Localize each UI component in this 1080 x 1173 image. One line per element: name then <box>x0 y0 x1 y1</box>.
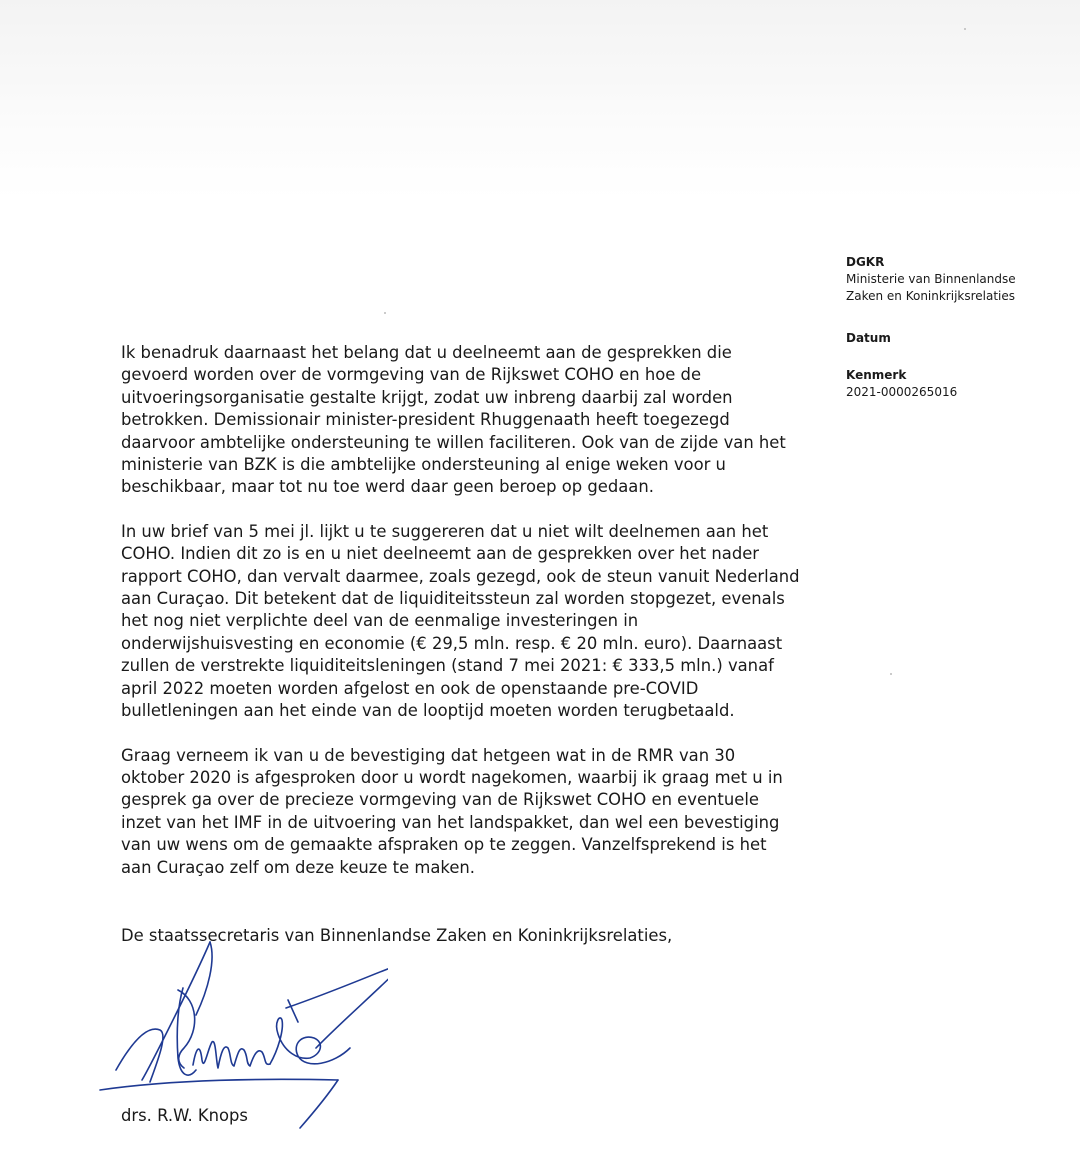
body-line: oktober 2020 is afgesproken door u wordt nagekomen, waarbij ik graag met u in <box>121 767 783 787</box>
body-line: het nog niet verplichte deel van de eenmalige investeringen in <box>121 611 639 631</box>
scan-speck <box>384 312 386 314</box>
body-line: april 2022 moeten worden afgelost en ook de openstaande pre-COVID <box>121 678 699 698</box>
body-line: In uw brief van 5 mei jl. lijkt u te suggereren dat u niet wilt deelnemen aan het <box>121 521 769 541</box>
body-line: aan Curaçao zelf om deze keuze te maken. <box>121 857 476 877</box>
body-line: betrokken. Demissionair minister-president Rhuggenaath heeft toegezegd <box>121 410 730 430</box>
handwritten-signature <box>88 930 388 1130</box>
body-line: aan Curaçao. Dit betekent dat de liquiditeitssteun zal worden stopgezet, evenals <box>121 589 785 609</box>
body-paragraph <box>121 745 821 879</box>
scan-speck <box>964 28 966 30</box>
body-line: gevoerd worden over de vormgeving van de Rijkswet COHO en hoe de <box>121 365 702 385</box>
body-line: beschikbaar, maar tot nu toe werd daar geen beroep op gedaan. <box>121 477 654 497</box>
body-line: Ik benadruk daarnaast het belang dat u deelneemt aan de gesprekken die <box>121 343 732 362</box>
date-label: Datum <box>846 331 891 345</box>
scan-shadow <box>0 0 1080 200</box>
body-line: uitvoeringsorganisatie gestalte krijgt, zodat uw inbreng daarbij zal worden <box>121 387 733 407</box>
reference-value: 2021-0000265016 <box>846 385 958 399</box>
body-paragraph <box>121 521 821 723</box>
body-line: zullen de verstrekte liquiditeitsleningen (stand 7 mei 2021: € 333,5 mln.) vanaf <box>121 656 774 676</box>
body-paragraph <box>121 342 821 499</box>
scan-speck <box>890 673 892 675</box>
body-line: COHO. Indien dit zo is en u niet deelneemt aan de gesprekken over het nader <box>121 544 760 564</box>
body-line: van uw wens om de gemaakte afspraken op te zeggen. Vanzelfsprekend is het <box>121 835 767 855</box>
body-line: inzet van het IMF in de uitvoering van het landspakket, dan wel een bevestiging <box>121 812 780 832</box>
body-line: Graag verneem ik van u de bevestiging dat hetgeen wat in de RMR van 30 <box>121 745 736 765</box>
org-name-line-2: Zaken en Koninkrijksrelaties <box>846 289 1016 303</box>
body-line: gesprek ga over de precieze vormgeving van de Rijkswet COHO en eventuele <box>121 790 759 810</box>
body-line: rapport COHO, dan vervalt daarmee, zoals gezegd, ook de steun vanuit Nederland <box>121 566 800 586</box>
closing-line: De staatssecretaris van Binnenlandse Zaken en Koninkrijksrelaties, <box>121 926 673 945</box>
letter-body <box>121 342 821 901</box>
body-line: ministerie van BZK is die ambtelijke ondersteuning al enige weken voor u <box>121 455 726 475</box>
body-line: bulletleningen aan het einde van de looptijd moeten worden terugbetaald. <box>121 701 735 721</box>
org-code: DGKR <box>846 255 885 269</box>
body-line: onderwijshuisvesting en economie (€ 29,5 mln. resp. € 20 mln. euro). Daarnaast <box>121 633 783 653</box>
signer-name: drs. R.W. Knops <box>121 1106 248 1125</box>
body-line: daarvoor ambtelijke ondersteuning te willen faciliteren. Ook van de zijde van het <box>121 432 786 452</box>
letter-sidebar <box>846 254 1066 415</box>
org-name-line-1: Ministerie van Binnenlandse <box>846 272 1016 286</box>
reference-label: Kenmerk <box>846 368 907 382</box>
